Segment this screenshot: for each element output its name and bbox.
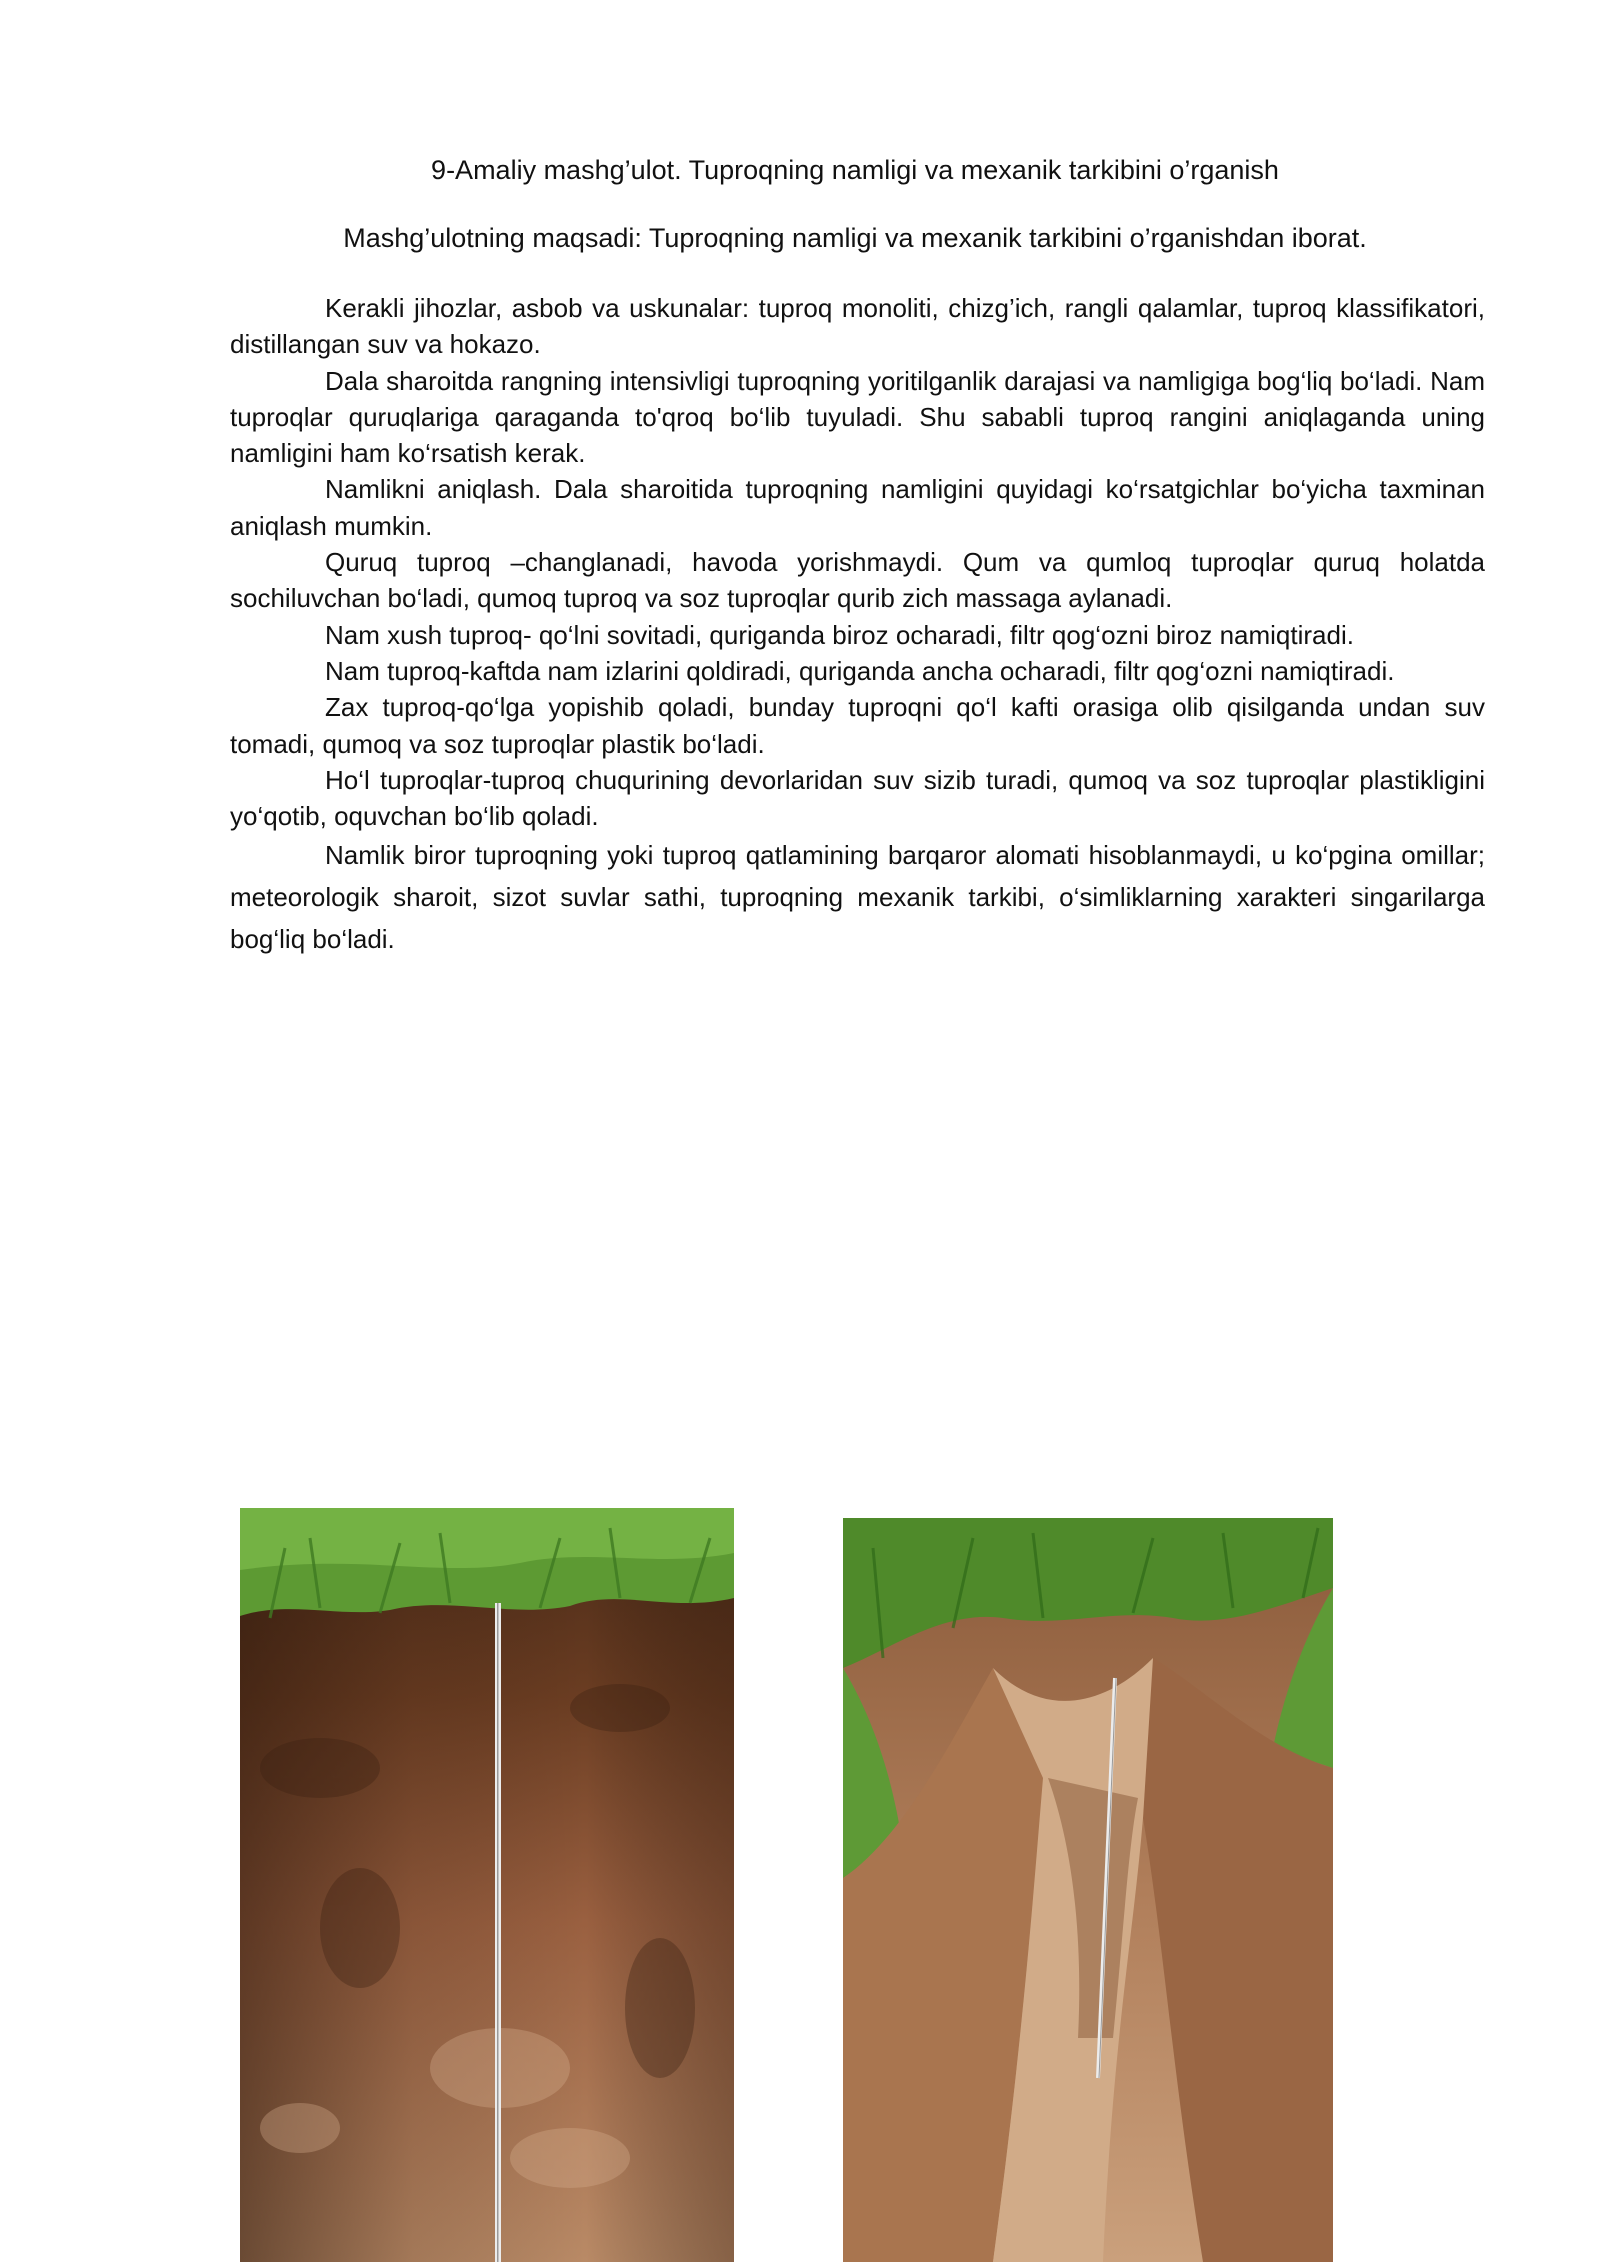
soil-profile-photo-2 — [843, 1518, 1333, 2262]
soil-profile-image-1 — [240, 1508, 734, 2262]
soil-profile-image-2 — [843, 1518, 1333, 2262]
paragraph-moist-soil: Nam xush tuproq- qo‘lni sovitadi, quriganda biroz ocharadi, filtr qog‘ozni biroz namiqtiradi. — [325, 619, 1354, 650]
paragraph-dry-soil: Quruq tuproq –changlanadi, havoda yorishmaydi. Qum va qumloq tuproqlar quruq holatda sochiluvchan bo‘ladi, qumoq tuproq va soz tuproqlar qurib zich massaga aylanadi. — [230, 547, 1485, 614]
body-text — [230, 290, 1485, 960]
soil-profile-photo-1 — [240, 1508, 734, 2262]
page-title: 9-Amaliy mashg’ulot. Tuproqning namligi va mexanik tarkibini o’rganish — [431, 155, 1279, 185]
paragraph-equipment: Kerakli jihozlar, asbob va uskunalar: tuproq monoliti, chizg’ich, rangli qalamlar, tuproq klassifikatori, distillangan suv va hokazo. — [230, 293, 1485, 360]
paragraph-moisture-determination: Namlikni aniqlash. Dala sharoitida tuproqning namligini quyidagi ko‘rsatgichlar bo‘yicha taxminan aniqlash mumkin. — [230, 474, 1485, 541]
lesson-aim: Mashg’ulotning maqsadi: Tuproqning namligi va mexanik tarkibini o’rganishdan iborat. — [343, 223, 1367, 253]
paragraph-wet-soil: Nam tuproq-kaftda nam izlarini qoldiradi, quriganda ancha ocharadi, filtr qog‘ozni namiqtiradi. — [325, 655, 1395, 686]
paragraph-damp-soil: Zax tuproq-qo‘lga yopishib qoladi, bunday tuproqni qo‘l kafti orasiga olib qisilganda undan suv tomadi, qumoq va soz tuproqlar plastik bo‘ladi. — [230, 692, 1485, 759]
paragraph-moisture-factors: Namlik biror tuproqning yoki tuproq qatlamining barqaror alomati hisoblanmaydi, u ko‘pgina omillar; meteorologik sharoit, sizot suvlar sathi, tuproqning mexanik tarkibi, o‘simliklarning xarakteri singarilarga bog‘liq bo‘ladi. — [230, 840, 1485, 955]
paragraph-color-intensity: Dala sharoitda rangning intensivligi tuproqning yoritilganlik darajasi va namligiga bog‘liq bo‘ladi. Nam tuproqlar quruqlariga qaraganda to'qroq bo‘lib tuyuladi. Shu sababli tuproq rangini aniqlaganda uning namligini ham ko‘rsatish kerak. — [230, 365, 1485, 469]
paragraph-saturated-soil: Ho‘l tuproqlar-tuproq chuqurining devorlaridan suv sizib turadi, qumoq va soz tuproqlar plastikligini yo‘qotib, oquvchan bo‘lib qoladi. — [230, 764, 1485, 832]
